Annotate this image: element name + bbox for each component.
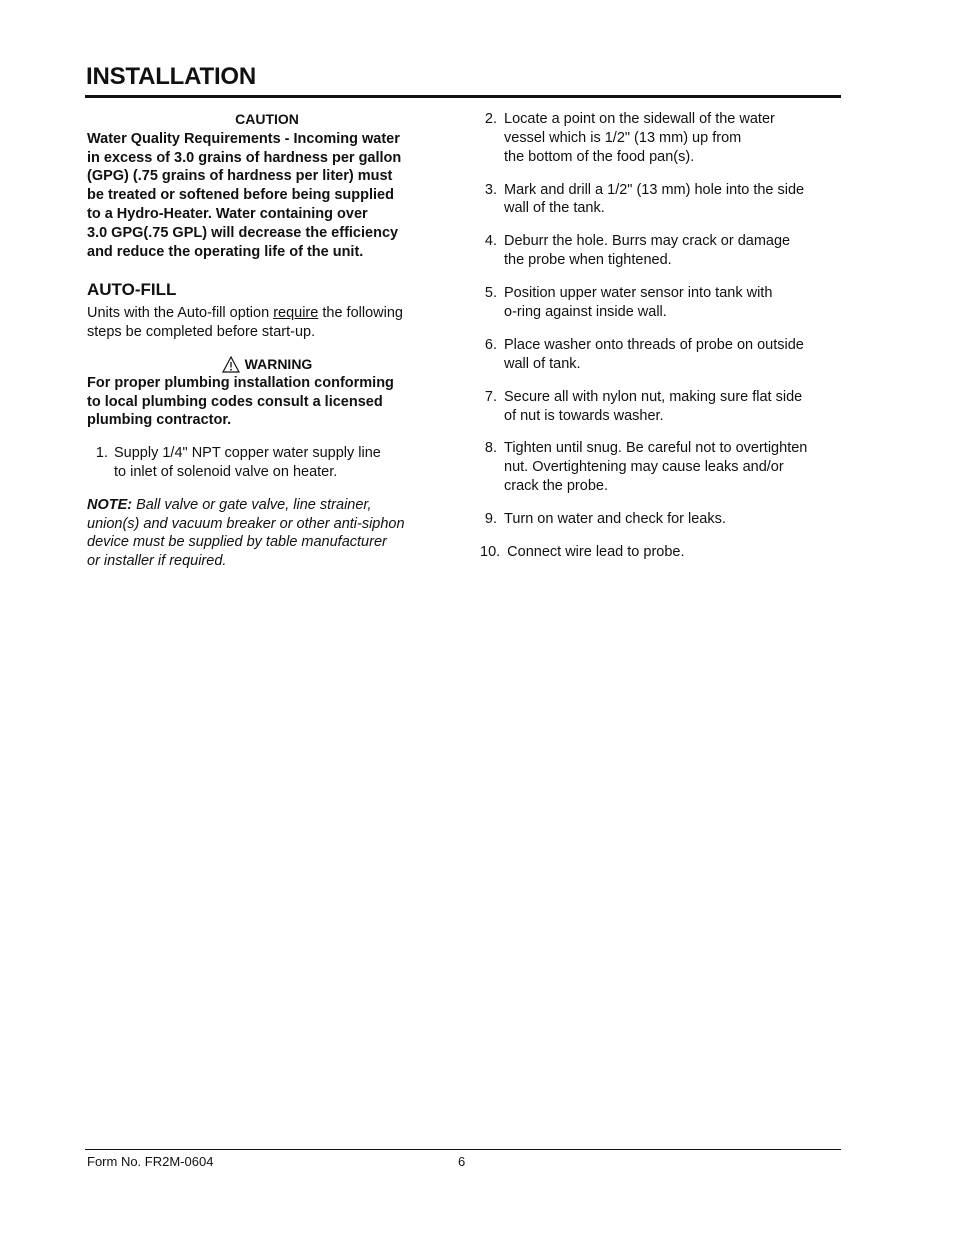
caution-block: [87, 110, 447, 261]
auto-fill-heading: AUTO-FILL: [87, 280, 177, 300]
note-label: NOTE:: [87, 496, 133, 513]
list-item: [480, 284, 850, 322]
step-text: Deburr the hole. Burrs may crack or damage the probe when tightened.: [504, 233, 791, 269]
step-number: 8.: [484, 440, 497, 457]
step-text: Turn on water and check for leaks.: [504, 511, 726, 528]
right-column: [480, 110, 850, 576]
list-item: [480, 388, 850, 426]
warning-title: WARNING: [244, 355, 313, 372]
step-text: Place washer onto threads of probe on outside wall of tank.: [504, 336, 804, 372]
step-text: Locate a point on the sidewall of the water vessel which is 1/2" (13 mm) up from the bottom of the food pan(s).: [504, 111, 775, 165]
step-text: Supply 1/4" NPT copper water supply line to inlet of solenoid valve on heater.: [114, 445, 381, 480]
list-item: [480, 232, 850, 270]
page-title: INSTALLATION: [86, 63, 257, 90]
caution-body: Water Quality Requirements - Incoming water in excess of 3.0 grains of hardness per gallon (GPG) (.75 grains of hardness per liter) must be treated or softened before being supplied to a Hydro-Heater. Water containing over 3.0 GPG(.75 GPL) will decrease the efficiency and reduce the operating life of the unit.: [87, 130, 402, 260]
list-item: [480, 110, 850, 166]
left-step-list: [87, 444, 447, 482]
step-number: 2.: [484, 111, 497, 127]
step-number: 4.: [484, 233, 497, 250]
footer-divider: [85, 1149, 841, 1150]
form-number: Form No. FR2M-0604: [87, 1154, 214, 1169]
step-number: 7.: [484, 388, 497, 405]
list-item: [480, 336, 850, 374]
note-paragraph: [87, 496, 447, 571]
step-text: Tighten until snug. Be careful not to overtighten nut. Overtightening may cause leaks and/or crack the probe.: [504, 440, 808, 495]
warning-block: [87, 355, 447, 430]
page-number: 6: [458, 1154, 466, 1169]
step-text: Secure all with nylon nut, making sure flat side of nut is towards washer.: [504, 388, 803, 424]
intro-text-end: the following steps be completed before start-up.: [87, 305, 403, 341]
right-step-list: [480, 110, 850, 562]
step-number: 3.: [484, 181, 497, 198]
step-number: 9.: [484, 511, 497, 528]
warning-header: [87, 355, 447, 374]
step-number: 5.: [484, 285, 497, 302]
note-text: Ball valve or gate valve, line strainer, union(s) and vacuum breaker or other anti-siphon device must be supplied by table manufacturer or installer if required.: [87, 496, 405, 570]
list-item: [480, 439, 850, 495]
step-text: Position upper water sensor into tank with o-ring against inside wall.: [504, 285, 773, 320]
warning-body: For proper plumbing installation conforming to local plumbing codes consult a licensed plumbing contractor.: [87, 374, 394, 429]
list-item: [480, 543, 850, 562]
warning-triangle-icon: [222, 356, 240, 373]
auto-fill-intro: [87, 304, 447, 342]
left-column: [87, 110, 447, 571]
list-item: [87, 444, 447, 482]
intro-underlined-word: require: [273, 305, 319, 322]
intro-text-start: Units with the Auto-fill option: [87, 305, 274, 322]
step-text: Connect wire lead to probe.: [507, 544, 685, 561]
step-number: 1.: [95, 445, 108, 462]
caution-title: CAUTION: [235, 111, 299, 127]
list-item: [480, 510, 850, 529]
title-divider: [85, 95, 841, 98]
step-text: Mark and drill a 1/2" (13 mm) hole into the side wall of the tank.: [504, 181, 805, 217]
step-number: 10.: [480, 544, 501, 561]
step-number: 6.: [484, 336, 497, 353]
list-item: [480, 181, 850, 219]
